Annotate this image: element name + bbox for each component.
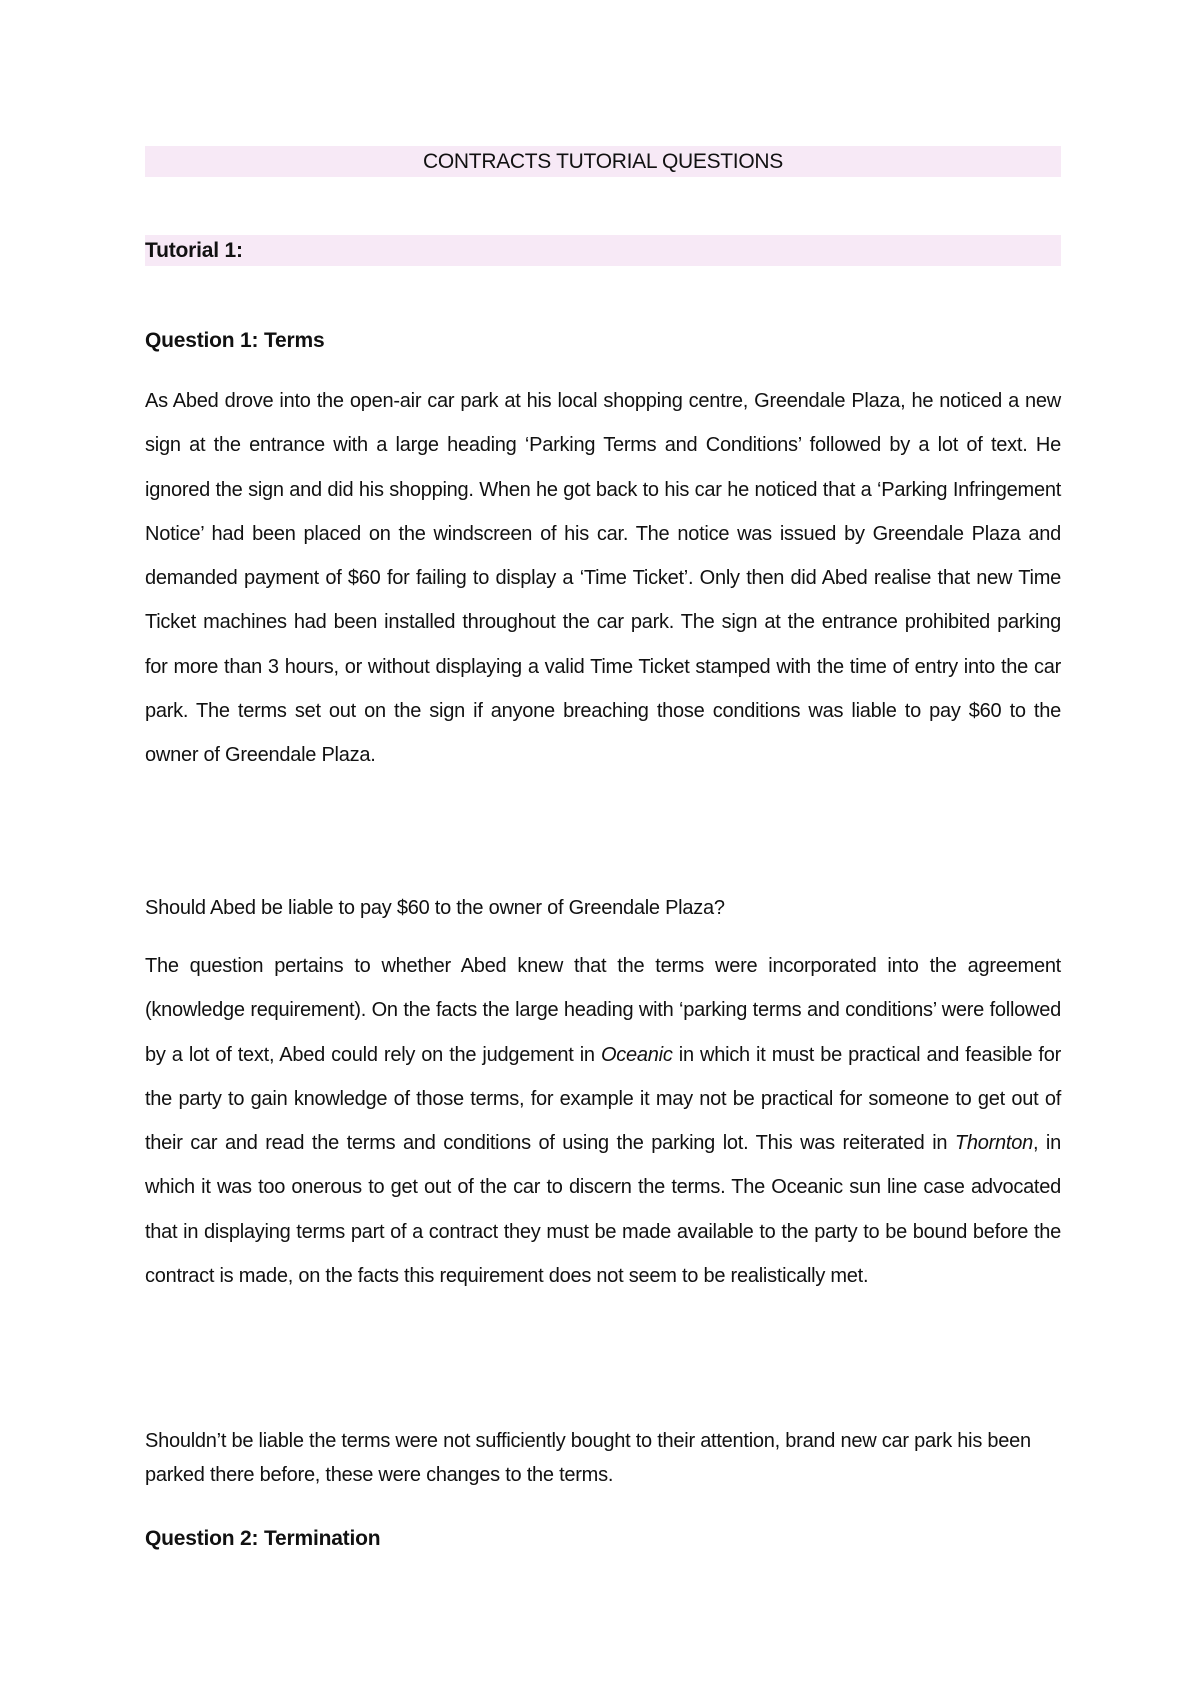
- question2-heading: Question 2: Termination: [145, 1527, 381, 1550]
- question1-conclusion: Shouldn’t be liable the terms were not sufficiently bought to their attention, brand new car park his been parked there before, these were changes to the terms.: [145, 1430, 1031, 1486]
- tutorial-highlight-band: [145, 235, 1061, 266]
- answer-part2: in which it must be practical and feasible for the party to gain knowledge of those terms, for example it may not be practical for someone to get out of their car and read the terms and conditions of using the parking lot. This was reiterated in: [145, 1043, 1061, 1155]
- tutorial-heading: Tutorial 1:: [145, 239, 243, 262]
- case-oceanic: Oceanic: [600, 1043, 673, 1066]
- question1-facts: As Abed drove into the open-air car park at his local shopping centre, Greendale Plaza, he noticed a new sign at the entrance with a large heading ‘Parking Terms and Conditions’ followed by a lot of text. He ignored the sign and did his shopping. When he got back to his car he noticed that a ‘Parking Infringement Notice’ had been placed on the windscreen of his car. The notice was issued by Greendale Plaza and demanded payment of $60 for failing to display a ‘Time Ticket’. Only then did Abed realise that new Time Ticket machines had been installed throughout the car park. The sign at the entrance prohibited parking for more than 3 hours, or without displaying a valid Time Ticket stamped with the time of entry into the car park. The terms set out on the sign if anyone breaching those conditions was liable to pay $60 to the owner of Greendale Plaza.: [145, 390, 1061, 767]
- answer-part3: , in which it was too onerous to get out of the car to discern the terms. The Oceanic sun line case advocated that in displaying terms part of a contract they must be made available to the party to be bound before the contract is made, on the facts this requirement does not seem to be realistically met.: [145, 1132, 1061, 1288]
- question1-answer: [145, 944, 1061, 1298]
- case-thornton: Thornton: [954, 1132, 1033, 1155]
- question1-question: Should Abed be liable to pay $60 to the owner of Greendale Plaza?: [145, 897, 725, 919]
- question1-heading: Question 1: Terms: [145, 329, 325, 352]
- document-title: CONTRACTS TUTORIAL QUESTIONS: [423, 150, 783, 173]
- answer-part1: The question pertains to whether Abed knew that the terms were incorporated into the agreement (knowledge requirement). On the facts the large heading with ‘parking terms and conditions’ were followed by a lot of text, Abed could rely on the judgement in: [145, 955, 1061, 1066]
